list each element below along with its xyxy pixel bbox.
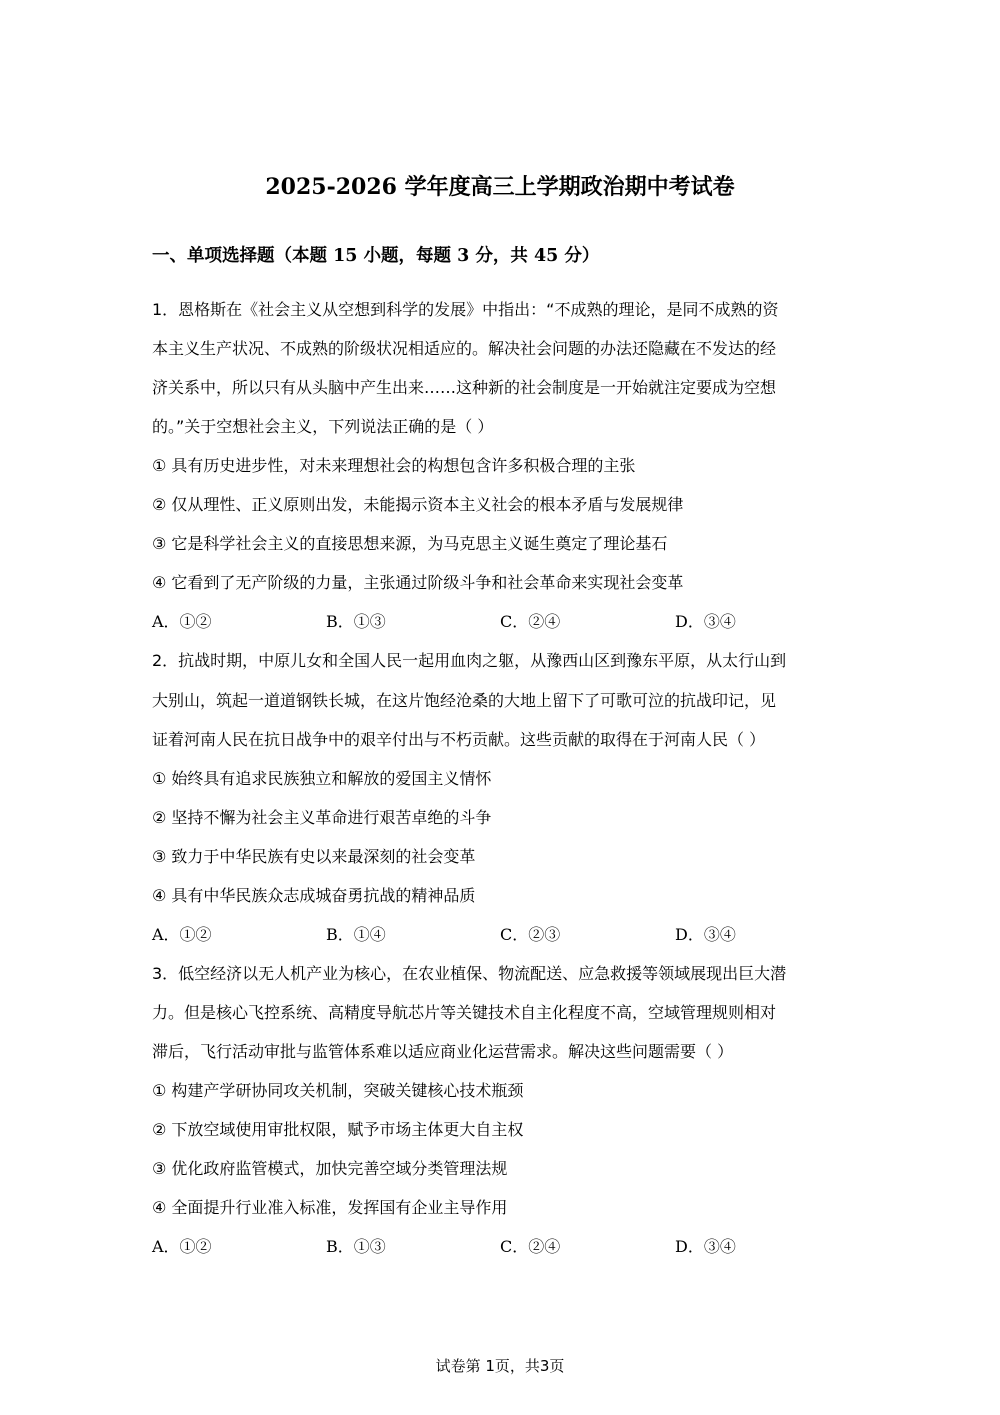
question-2-option-b: B．①④ — [326, 925, 386, 944]
question-1-line-4: 的。”关于空想社会主义，下列说法正确的是（ ） — [152, 417, 494, 436]
question-3-option-b: B．①③ — [326, 1237, 386, 1256]
question-1-option-a: A．①② — [152, 612, 212, 631]
question-1-statement-2: ② 仅从理性、正义原则出发，未能揭示资本主义社会的根本矛盾与发展规律 — [152, 495, 684, 514]
question-3-options — [152, 1235, 852, 1259]
question-1-statement-4: ④ 它看到了无产阶级的力量，主张通过阶级斗争和社会革命来实现社会变革 — [152, 573, 684, 592]
question-3-statement-1: ① 构建产学研协同攻关机制，突破关键核心技术瓶颈 — [152, 1081, 524, 1100]
question-1-statement-3: ③ 它是科学社会主义的直接思想来源，为马克思主义诞生奠定了理论基石 — [152, 534, 668, 553]
question-1-line-2: 本主义生产状况、不成熟的阶级状况相适应的。解决社会问题的办法还隐藏在不发达的经 — [152, 339, 777, 358]
question-3-statement-3: ③ 优化政府监管模式，加快完善空域分类管理法规 — [152, 1159, 508, 1178]
question-2-statement-3: ③ 致力于中华民族有史以来最深刻的社会变革 — [152, 847, 476, 866]
question-3-line-3: 滞后，飞行活动审批与监管体系难以适应商业化运营需求。解决这些问题需要（ ） — [152, 1042, 734, 1061]
question-2-statement-4: ④ 具有中华民族众志成城奋勇抗战的精神品质 — [152, 886, 476, 905]
question-3-statement-2: ② 下放空域使用审批权限，赋予市场主体更大自主权 — [152, 1120, 524, 1139]
question-1-option-d: D．③④ — [675, 612, 736, 631]
question-3-option-a: A．①② — [152, 1237, 212, 1256]
question-3-line-2: 力。但是核心飞控系统、高精度导航芯片等关键技术自主化程度不高，空域管理规则相对 — [152, 1003, 777, 1022]
question-3-option-c: C．②④ — [500, 1237, 561, 1256]
page-footer: 试卷第 1页，共3页 — [435, 1357, 565, 1375]
question-1-statement-1: ① 具有历史进步性，对未来理想社会的构想包含许多积极合理的主张 — [152, 456, 636, 475]
question-2-options — [152, 923, 852, 947]
question-2-line-1: 2．抗战时期，中原儿女和全国人民一起用血肉之躯，从豫西山区到豫东平原，从太行山到 — [152, 651, 787, 670]
question-1-line-1: 1．恩格斯在《社会主义从空想到科学的发展》中指出：“不成熟的理论，是同不成熟的资 — [152, 300, 779, 319]
question-2-statement-2: ② 坚持不懈为社会主义革命进行艰苦卓绝的斗争 — [152, 808, 492, 827]
question-1-option-b: B．①③ — [326, 612, 386, 631]
question-1-line-3: 济关系中，所以只有从头脑中产生出来……这种新的社会制度是一开始就注定要成为空想 — [152, 378, 777, 397]
question-2-option-d: D．③④ — [675, 925, 736, 944]
question-2-line-2: 大别山，筑起一道道钢铁长城，在这片饱经沧桑的大地上留下了可歌可泣的抗战印记，见 — [152, 691, 777, 710]
section-heading: 一、单项选择题（本题 15 小题，每题 3 分，共 45 分） — [152, 246, 600, 266]
question-1-option-c: C．②④ — [500, 612, 561, 631]
question-2-option-c: C．②③ — [500, 925, 561, 944]
question-2-statement-1: ① 始终具有追求民族独立和解放的爱国主义情怀 — [152, 769, 492, 788]
question-3-option-d: D．③④ — [675, 1237, 736, 1256]
question-1-options — [152, 610, 852, 634]
question-2-line-3: 证着河南人民在抗日战争中的艰辛付出与不朽贡献。这些贡献的取得在于河南人民（ ） — [152, 730, 766, 749]
question-3-statement-4: ④ 全面提升行业准入标准，发挥国有企业主导作用 — [152, 1198, 508, 1217]
question-3-line-1: 3．低空经济以无人机产业为核心，在农业植保、物流配送、应急救援等领域展现出巨大潜 — [152, 964, 787, 983]
exam-title: 2025-2026 学年度高三上学期政治期中考试卷 — [265, 174, 735, 200]
question-2-option-a: A．①② — [152, 925, 212, 944]
